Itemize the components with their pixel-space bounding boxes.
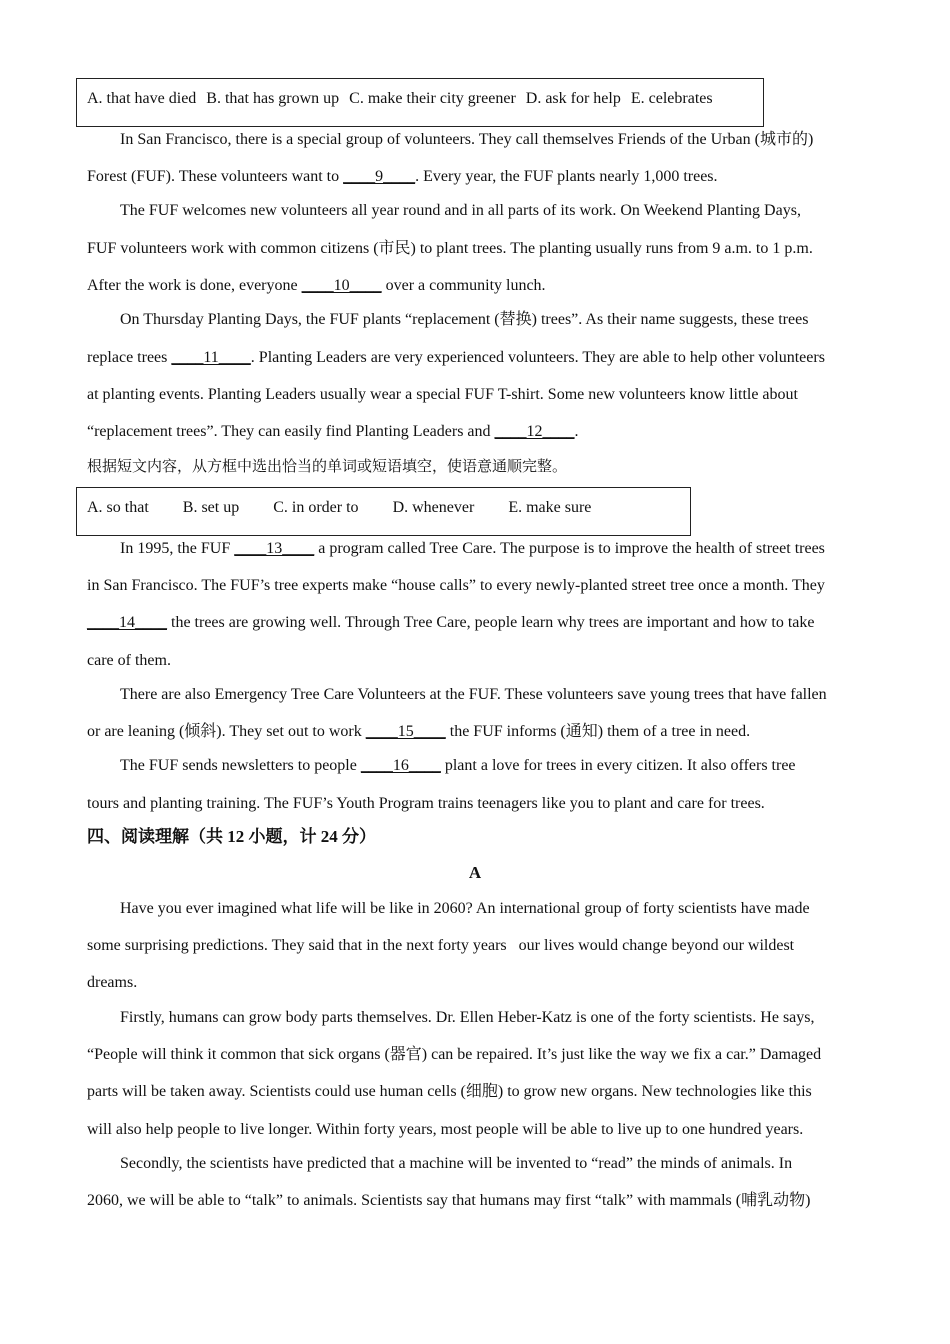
text-run: After the work is done, everyone: [87, 277, 302, 294]
passage1-line: [87, 348, 825, 368]
passage3-line: Have you ever imagined what life will be like in 2060? An international group of forty scientists have made: [120, 900, 810, 917]
text-run: In 1995, the FUF: [120, 540, 235, 557]
text-run: the trees are growing well. Through Tree Care, people learn why trees are important and how to take: [167, 614, 815, 631]
passage3-line: will also help people to live longer. Within forty years, most people will be able to live up to one hundred years.: [87, 1121, 804, 1138]
blank-15: ____15____: [365, 723, 446, 740]
passage3-line: parts will be taken away. Scientists could use human cells (细胞) to grow new organs. New technologies like this: [87, 1083, 812, 1100]
passage3-line: dreams.: [87, 974, 138, 991]
passage3-line: “People will think it common that sick organs (器官) can be repaired. It’s just like the way we fix a car.” Damaged: [87, 1046, 822, 1063]
passage2-line: in San Francisco. The FUF’s tree experts make “house calls” to every newly-planted street tree once a month. They: [87, 577, 825, 594]
passage3-line: Secondly, the scientists have predicted that a machine will be invented to “read” the minds of animals. In: [120, 1155, 793, 1172]
text-run: plant a love for trees in every citizen. It also offers tree: [440, 757, 796, 774]
option-box-2-text: [87, 498, 621, 518]
blank-9: ____9____: [343, 168, 416, 185]
text-run: . Every year, the FUF plants nearly 1,000 trees.: [415, 168, 718, 185]
passage3-line: some surprising predictions. They said that in the next forty years our lives would change beyond our wildest: [87, 937, 795, 954]
option-box-1: [76, 78, 764, 127]
passage2-line: There are also Emergency Tree Care Volunteers at the FUF. These volunteers save young trees that have fallen: [120, 686, 827, 703]
blank-10: ____10____: [301, 277, 382, 294]
option-c: C. in order to: [273, 499, 359, 516]
passage3-line: 2060, we will be able to “talk” to animals. Scientists say that humans may first “talk” with mammals (哺乳动物): [87, 1192, 811, 1209]
section-heading: 四、阅读理解（共 12 小题，计 24 分）: [87, 827, 376, 846]
text-run: the FUF informs (通知) them of a tree in need.: [445, 723, 751, 740]
passage1-line: [87, 276, 546, 296]
text-run: The FUF sends newsletters to people: [120, 757, 361, 774]
passage1-line: [87, 167, 718, 187]
option-a: A. so that: [87, 499, 149, 516]
passage-title: A: [468, 863, 482, 882]
option-box-2: [76, 487, 691, 536]
text-run: over a community lunch.: [381, 277, 546, 294]
passage1-line: FUF volunteers work with common citizens (市民) to plant trees. The planting usually runs from 9 a.m. to 1 p.m.: [87, 240, 813, 257]
passage1-line: at planting events. Planting Leaders usually wear a special FUF T-shirt. Some new volunteers know little about: [87, 386, 798, 403]
passage2-line: [120, 539, 825, 559]
option-b: B. that has grown up: [206, 90, 340, 107]
blank-14: ____14____: [87, 614, 167, 631]
passage1-line: [87, 422, 579, 442]
text-run: or are leaning (倾斜). They set out to work: [87, 723, 366, 740]
text-run: a program called Tree Care. The purpose is to improve the health of street trees: [314, 540, 825, 557]
blank-11: ____11____: [171, 349, 251, 366]
passage1-line: The FUF welcomes new volunteers all year round and in all parts of its work. On Weekend Planting Days,: [120, 202, 801, 219]
blank-12: ____12____: [494, 423, 575, 440]
passage2-line: care of them.: [87, 652, 171, 669]
passage1-line: In San Francisco, there is a special group of volunteers. They call themselves Friends of the Urban (城市的): [120, 131, 814, 148]
blank-16: ____16____: [360, 757, 441, 774]
blank-13: ____13____: [234, 540, 315, 557]
option-b: B. set up: [182, 499, 240, 516]
text-run: Forest (FUF). These volunteers want to: [87, 168, 344, 185]
option-box-1-text: [87, 89, 719, 109]
passage3-line: Firstly, humans can grow body parts themselves. Dr. Ellen Heber-Katz is one of the forty scientists. He says,: [120, 1009, 815, 1026]
passage1-line: On Thursday Planting Days, the FUF plants “replacement (替换) trees”. As their name suggests, these trees: [120, 311, 809, 328]
option-c: C. make their city greener: [349, 90, 516, 107]
passage2-line: [87, 613, 815, 633]
text-run: “replacement trees”. They can easily find Planting Leaders and: [87, 423, 495, 440]
option-d: D. ask for help: [525, 90, 621, 107]
text-run: .: [574, 423, 579, 440]
passage2-line: tours and planting training. The FUF’s Youth Program trains teenagers like you to plant and care for trees.: [87, 795, 765, 812]
option-d: D. whenever: [392, 499, 475, 516]
instruction-text: 根据短文内容，从方框中选出恰当的单词或短语填空，使语意通顺完整。: [87, 457, 568, 475]
text-run: replace trees: [87, 349, 172, 366]
passage2-line: [87, 722, 750, 742]
passage2-line: [120, 756, 796, 776]
option-e: E. celebrates: [630, 90, 713, 107]
option-a: A. that have died: [87, 90, 197, 107]
text-run: . Planting Leaders are very experienced volunteers. They are able to help other volunteers: [250, 349, 825, 366]
option-e: E. make sure: [508, 499, 592, 516]
